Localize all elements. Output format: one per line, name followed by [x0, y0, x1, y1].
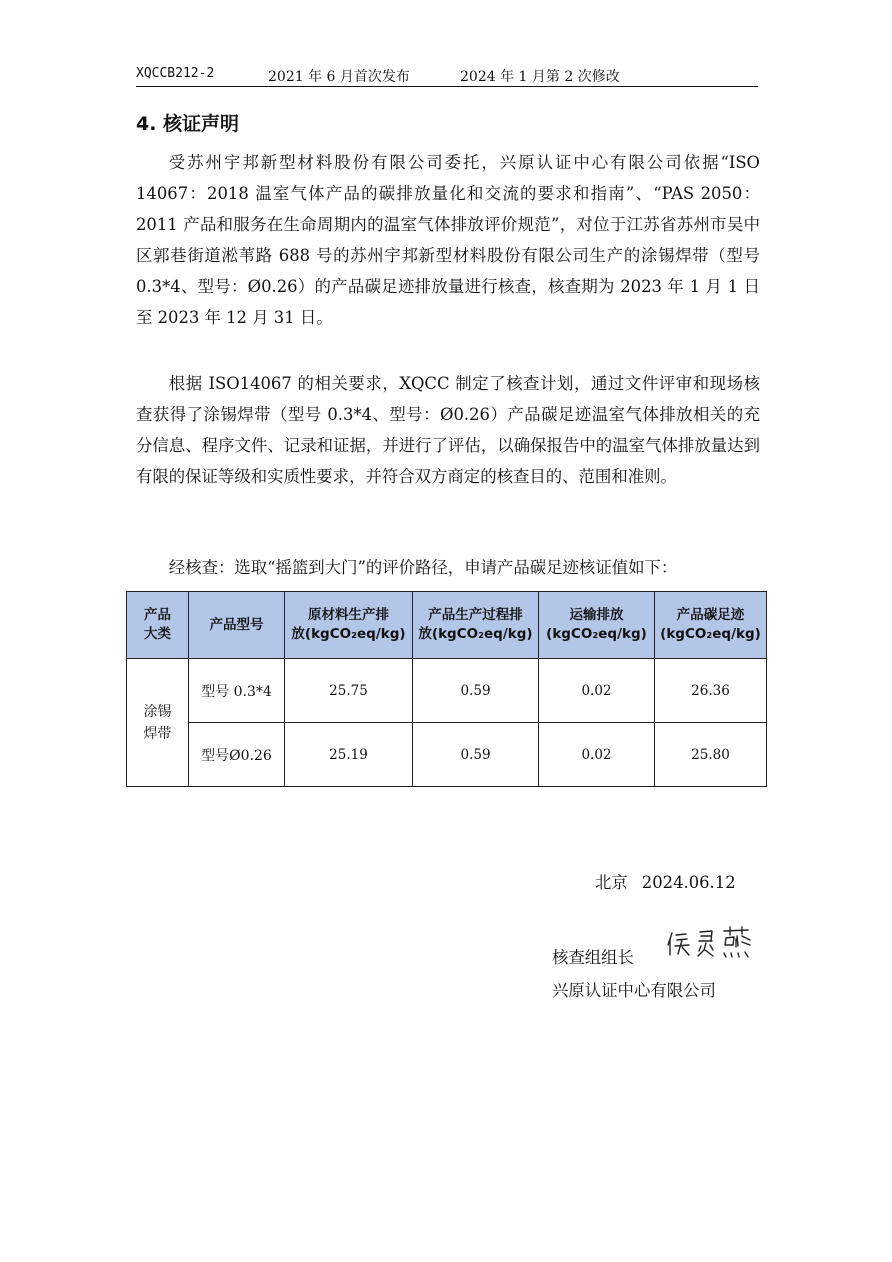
document-code: XQCCB212-2: [136, 66, 215, 81]
certification-organization: 兴原认证中心有限公司: [552, 981, 716, 1000]
date: 2024.06.12: [641, 873, 736, 892]
header-product-category: 产品 大类: [127, 592, 189, 659]
paragraph-verification-process: 根据 ISO14067 的相关要求，XQCC 制定了核查计划，通过文件评审和现场核查获得了涂锡焊带（型号 0.3*4、型号：Ø0.26）产品碳足迹温室气体排放相关的充分信息、程序文件、记录和证据，并进行了评估，以确保报告中的温室气体排放量达到有限的保证等级和实质性要求，并符合双方商定的核查目的、范围和准则。: [136, 374, 760, 486]
model-cell: 型号Ø0.26: [189, 723, 285, 787]
process-value: 0.59: [413, 659, 539, 723]
handwritten-signature: [664, 923, 756, 963]
transport-value: 0.02: [539, 723, 655, 787]
place: 北京: [595, 873, 628, 892]
model-cell: 型号 0.3*4: [189, 659, 285, 723]
table-header-row: [127, 592, 767, 659]
carbon-footprint-table: [126, 591, 767, 787]
header-raw-material-emission: 原材料生产排 放(kgCO₂eq/kg): [285, 592, 413, 659]
table-row: [127, 723, 767, 787]
section-title: 4. 核证声明: [136, 113, 240, 135]
footprint-value: 25.80: [655, 723, 767, 787]
process-value: 0.59: [413, 723, 539, 787]
place-and-date: [595, 869, 736, 893]
table-row: [127, 659, 767, 723]
raw-material-value: 25.19: [285, 723, 413, 787]
paragraph-results-intro: 经核查：选取“摇篮到大门”的评价路径，申请产品碳足迹核证值如下：: [168, 558, 678, 577]
footprint-value: 26.36: [655, 659, 767, 723]
first-issue-note: 2021 年 6 月首次发布: [268, 69, 410, 85]
header-carbon-footprint: 产品碳足迹 (kgCO₂eq/kg): [655, 592, 767, 659]
revision-note: 2024 年 1 月第 2 次修改: [460, 69, 620, 85]
team-leader-label: 核查组组长: [552, 948, 634, 967]
header-process-emission: 产品生产过程排 放(kgCO₂eq/kg): [413, 592, 539, 659]
product-category-cell: 涂锡 焊带: [127, 659, 189, 787]
page-header: [136, 64, 758, 87]
paragraph-verification-scope: 受苏州宇邦新型材料股份有限公司委托，兴原认证中心有限公司依据“ISO 14067：2018 温室气体产品的碳排放量化和交流的要求和指南”、“PAS 2050：2011 产品和服务在生命周期内的温室气体排放评价规范”，对位于江苏省苏州市吴中区郭巷街道淞苇路 688 号的苏州宇邦新型材料股份有限公司生产的涂锡焊带（型号 0.3*4、型号：Ø0.26）的产品碳足迹排放量进行核查，核查期为 2023 年 1 月 1 日至 2023 年 12 月 31 日。: [136, 153, 760, 327]
header-transport-emission: 运输排放 (kgCO₂eq/kg): [539, 592, 655, 659]
transport-value: 0.02: [539, 659, 655, 723]
header-product-model: 产品型号: [189, 592, 285, 659]
raw-material-value: 25.75: [285, 659, 413, 723]
